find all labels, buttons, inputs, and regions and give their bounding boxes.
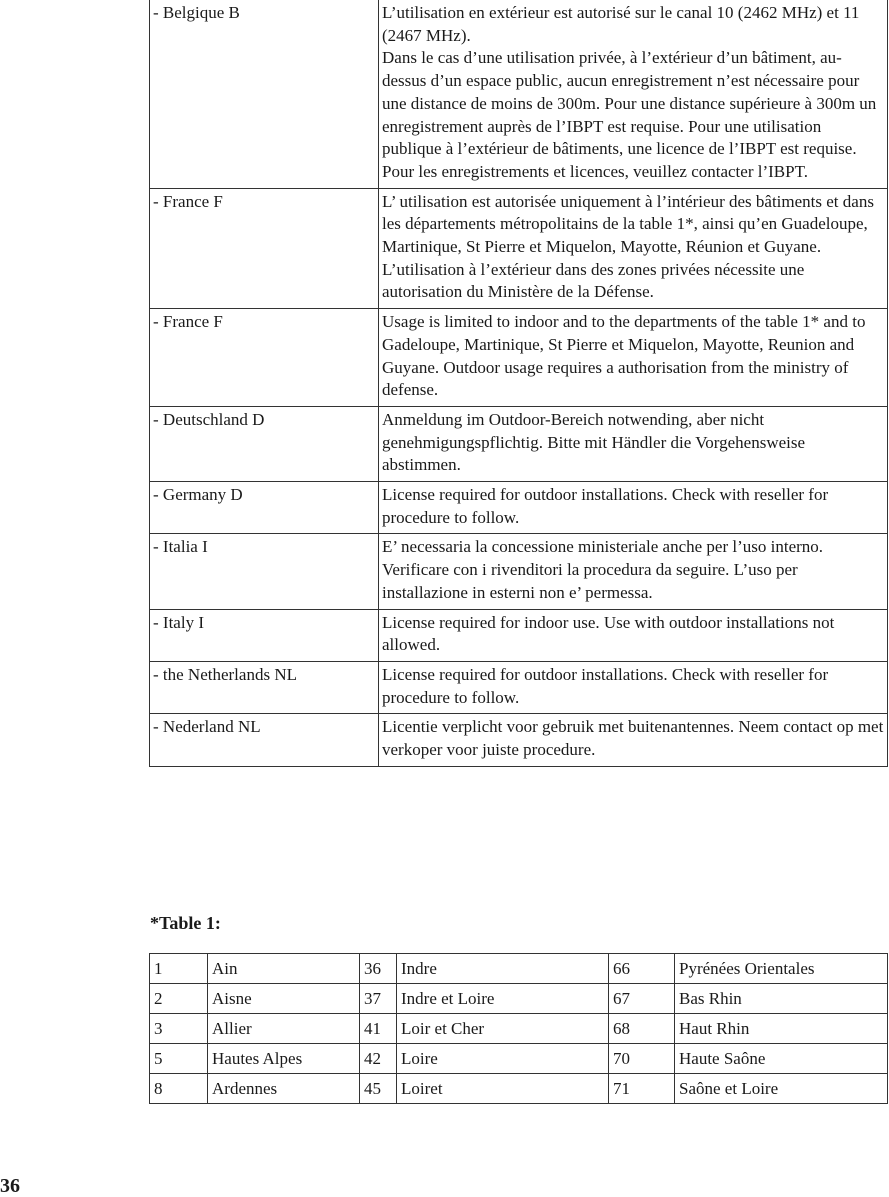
dept-number-cell: 70 <box>609 1044 675 1074</box>
regulation-text-cell <box>379 309 888 407</box>
dept-number-cell: 1 <box>150 954 208 984</box>
regulations-table <box>149 0 888 767</box>
table1-title: *Table 1: <box>150 913 221 933</box>
page-number: 36 <box>0 1175 20 1197</box>
regulation-paragraph: E’ necessaria la concessione ministeriale anche per l’uso interno. Verificare con i rivenditori la procedura da seguire. L’uso per installazione in esterni non e’ permessa. <box>382 537 824 602</box>
country-cell: - Italia I <box>150 534 379 609</box>
regulation-paragraph: License required for outdoor installations. Check with reseller for procedure to follow. <box>382 664 829 707</box>
dept-number-cell: 36 <box>360 954 397 984</box>
regulation-text-cell <box>379 534 888 609</box>
department-row <box>150 1014 888 1044</box>
regulation-paragraph: Usage is limited to indoor and to the departments of the table 1* and to Gadeloupe, Martinique, St Pierre et Miquelon, Mayotte, Reunion and Guyane. Outdoor usage requires a authorisation from the ministry of defense. <box>382 312 866 400</box>
regulation-paragraph: L’utilisation en extérieur est autorisé sur le canal 10 (2462 MHz) et 11 (2467 MHz). <box>382 3 860 45</box>
dept-number-cell: 71 <box>609 1074 675 1104</box>
dept-name-cell: Hautes Alpes <box>208 1044 360 1074</box>
regulations-table-body <box>150 0 888 766</box>
regulation-paragraph: L’utilisation à l’extérieur dans des zones privées nécessite une autorisation du Ministère de la Défense. <box>382 259 805 302</box>
regulation-row <box>150 188 888 309</box>
dept-number-cell: 67 <box>609 984 675 1014</box>
dept-name-cell: Saône et Loire <box>675 1074 888 1104</box>
regulation-row <box>150 482 888 534</box>
dept-number-cell: 8 <box>150 1074 208 1104</box>
dept-name-cell: Aisne <box>208 984 360 1014</box>
dept-name-cell: Allier <box>208 1014 360 1044</box>
regulation-text-cell <box>379 0 888 188</box>
regulation-row <box>150 534 888 609</box>
department-row <box>150 1044 888 1074</box>
department-row <box>150 1074 888 1104</box>
regulation-text-cell <box>379 609 888 661</box>
country-cell: - France F <box>150 309 379 407</box>
regulation-row <box>150 714 888 766</box>
dept-number-cell: 68 <box>609 1014 675 1044</box>
dept-number-cell: 41 <box>360 1014 397 1044</box>
regulation-row <box>150 0 888 188</box>
dept-name-cell: Haute Saône <box>675 1044 888 1074</box>
department-row <box>150 984 888 1014</box>
dept-name-cell: Bas Rhin <box>675 984 888 1014</box>
dept-name-cell: Loiret <box>397 1074 609 1104</box>
department-row <box>150 954 888 984</box>
regulation-row <box>150 309 888 407</box>
dept-name-cell: Loire <box>397 1044 609 1074</box>
dept-name-cell: Indre et Loire <box>397 984 609 1014</box>
regulation-paragraph: License required for indoor use. Use with outdoor installations not allowed. <box>382 612 835 655</box>
dept-number-cell: 3 <box>150 1014 208 1044</box>
country-cell: - Germany D <box>150 482 379 534</box>
regulation-text-cell <box>379 661 888 713</box>
dept-number-cell: 66 <box>609 954 675 984</box>
dept-number-cell: 45 <box>360 1074 397 1104</box>
country-cell: - Italy I <box>150 609 379 661</box>
regulation-text-cell <box>379 482 888 534</box>
regulation-row <box>150 661 888 713</box>
country-cell: - Nederland NL <box>150 714 379 766</box>
dept-name-cell: Loir et Cher <box>397 1014 609 1044</box>
regulation-paragraph: L’ utilisation est autorisée uniquement à l’intérieur des bâtiments et dans les départements métropolitains de la table 1*, ainsi qu’en Guadeloupe, Martinique, St Pierre et Miquelon, Mayotte, Réunion et Guyane. <box>382 191 874 257</box>
country-cell: - Deutschland D <box>150 406 379 481</box>
departments-table <box>149 953 888 1104</box>
regulation-text-cell <box>379 406 888 481</box>
country-cell: - France F <box>150 188 379 309</box>
regulation-row <box>150 406 888 481</box>
country-cell: - Belgique B <box>150 0 379 188</box>
regulation-text-cell <box>379 188 888 309</box>
dept-name-cell: Ardennes <box>208 1074 360 1104</box>
regulation-row <box>150 609 888 661</box>
departments-table-body <box>150 954 888 1104</box>
dept-number-cell: 37 <box>360 984 397 1014</box>
regulation-paragraph: Anmeldung im Outdoor-Bereich notwending, aber nicht genehmigungspflichtig. Bitte mit Händler die Vorgehensweise abstimmen. <box>382 409 806 475</box>
dept-name-cell: Indre <box>397 954 609 984</box>
dept-number-cell: 5 <box>150 1044 208 1074</box>
regulation-paragraph: Licentie verplicht voor gebruik met buitenantennes. Neem contact op met verkoper voor juiste procedure. <box>382 717 884 760</box>
country-cell: - the Netherlands NL <box>150 661 379 713</box>
dept-name-cell: Haut Rhin <box>675 1014 888 1044</box>
regulation-paragraph: License required for outdoor installations. Check with reseller for procedure to follow. <box>382 485 829 527</box>
dept-name-cell: Ain <box>208 954 360 984</box>
regulation-paragraph: Dans le cas d’une utilisation privée, à l’extérieur d’un bâtiment, au-dessus d’un espace public, aucun enregistrement n’est nécessaire pour une distance de moins de 300m. Pour une distance supérieure à 300m un enregistrement auprès de l’IBPT est requise. Pour une utilisation publique à l’extérieur de bâtiments, une licence de l’IBPT est requise. Pour les enregistrements et licences, veuillez contacter l’IBPT. <box>382 48 877 181</box>
regulation-text-cell <box>379 714 888 766</box>
dept-number-cell: 42 <box>360 1044 397 1074</box>
dept-number-cell: 2 <box>150 984 208 1014</box>
dept-name-cell: Pyrénées Orientales <box>675 954 888 984</box>
